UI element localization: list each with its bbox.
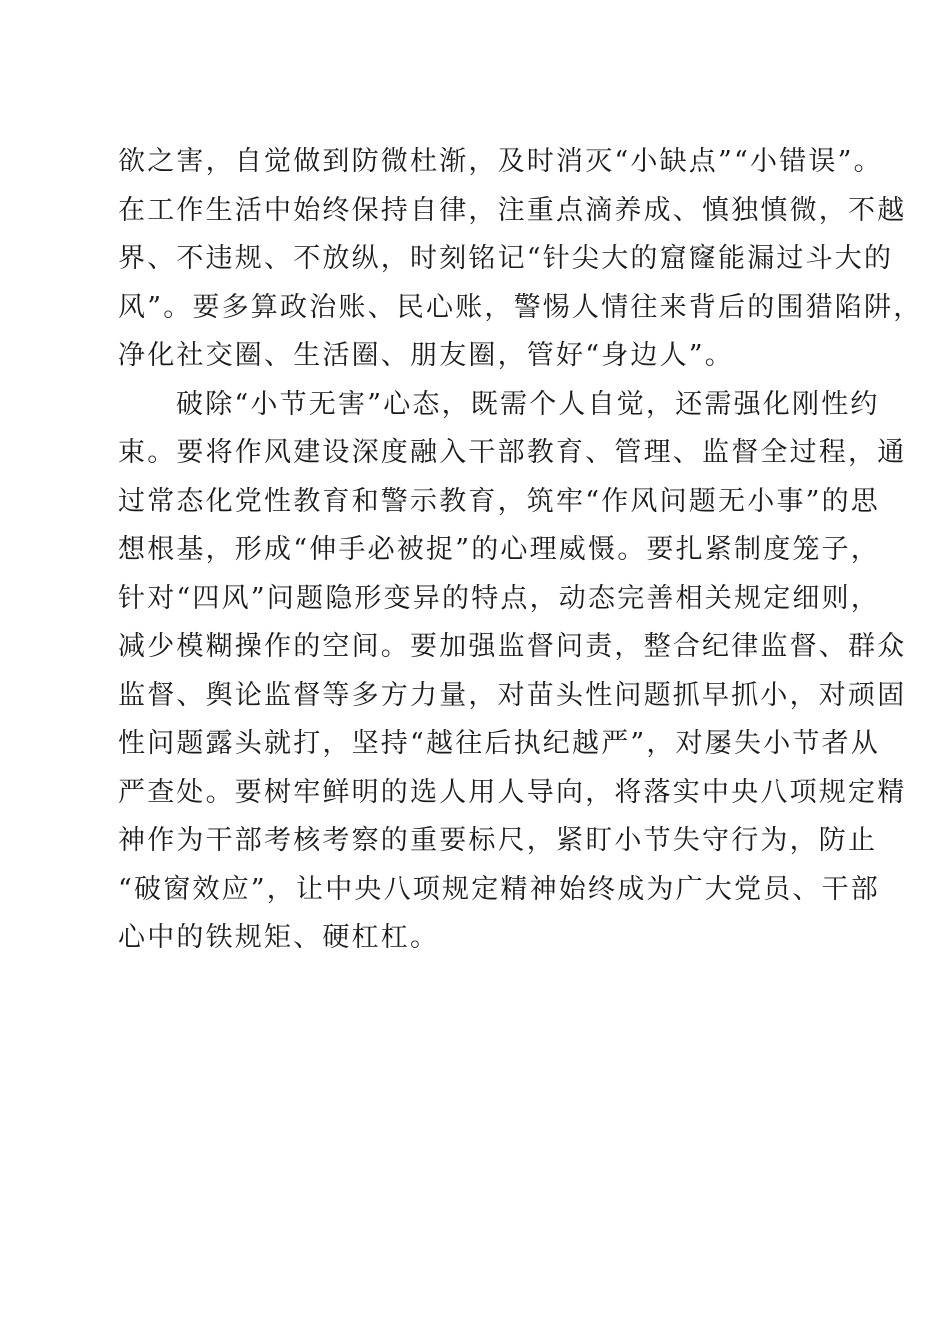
paragraph-2-line-9: 严查处。要树牢鲜明的选人用人导向，将落实中央八项规定精 (118, 776, 907, 808)
paragraph-2-line-10: 神作为干部考核考察的重要标尺，紧盯小节失守行为，防止 (118, 825, 878, 856)
paragraph-1-line-3: 界、不违规、不放纵，时刻铭记“针尖大的窟窿能漏过斗大的 (118, 243, 894, 274)
paragraph-2-line-11: “破窗效应”，让中央八项规定精神始终成为广大党员、干部 (118, 873, 881, 905)
paragraph-2-line-12: 心中的铁规矩、硬杠杠。 (118, 922, 440, 953)
paragraph-2-line-5: 针对“四风”问题隐形变异的特点，动态完善相关规定细则， (118, 582, 881, 614)
paragraph-2-line-6: 减少模糊操作的空间。要加强监督问责，整合纪律监督、群众 (118, 631, 907, 662)
paragraph-2-line-1: 破除“小节无害”心态，既需个人自觉，还需强化刚性约 (176, 388, 880, 420)
paragraph-2-line-3: 过常态化党性教育和警示教育，筑牢“作风问题无小事”的思 (118, 485, 881, 517)
paragraph-1-line-2: 在工作生活中始终保持自律，注重点滴养成、慎独慎微，不越 (118, 194, 907, 226)
paragraph-1-line-1: 欲之害，自觉做到防微杜渐，及时消灭“小缺点”“小错误”。 (118, 146, 883, 177)
paragraph-2-line-2: 束。要将作风建设深度融入干部教育、管理、监督全过程，通 (118, 437, 907, 468)
paragraph-1-line-4: 风”。要多算政治账、民心账，警惕人情往来背后的围猎陷阱， (118, 291, 923, 323)
paragraph-2-line-7: 监督、舆论监督等多方力量，对苗头性问题抓早抓小，对顽固 (118, 679, 907, 711)
document-body (118, 138, 923, 963)
paragraph-1-line-5: 净化社交圈、生活圈、朋友圈，管好“身边人”。 (118, 340, 735, 371)
paragraph-2-line-8: 性问题露头就打，坚持“越往后执纪越严”，对屡失小节者从 (118, 728, 881, 759)
paragraph-2-line-4: 想根基，形成“伸手必被捉”的心理威慑。要扎紧制度笼子， (118, 534, 881, 565)
